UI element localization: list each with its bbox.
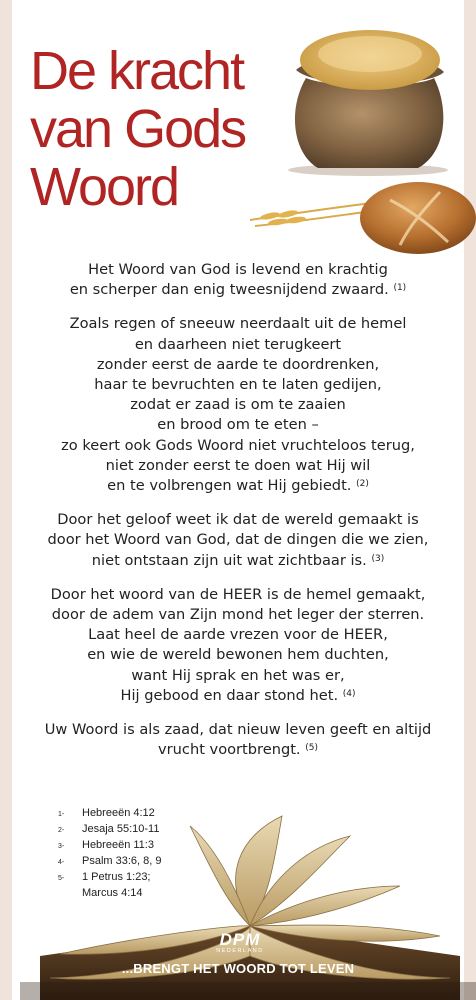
title-line-2: van Gods bbox=[30, 99, 246, 159]
footnote-ref: (3) bbox=[371, 553, 385, 564]
reference-number: 5- bbox=[58, 875, 65, 882]
reference-text: 1 Petrus 1:23; bbox=[82, 871, 151, 883]
text-line: haar te bevruchten en te laten gedijen, bbox=[94, 376, 382, 394]
text-line: niet ontstaan zijn uit wat zichtbaar is. bbox=[91, 551, 367, 569]
logo-subtitle: NEDERLAND bbox=[216, 948, 264, 954]
text-line: zonder eerst de aarde te doordrenken, bbox=[96, 355, 380, 373]
text-line-with-ref bbox=[16, 686, 460, 706]
text-line: vrucht voortbrengt. bbox=[158, 741, 301, 759]
dpm-logo bbox=[205, 930, 275, 954]
text-line: Het Woord van God is levend en krachtig bbox=[88, 261, 388, 278]
tagline: ...BRENGT HET WOORD TOT LEVEN bbox=[121, 961, 355, 976]
paragraph-3 bbox=[16, 510, 460, 571]
paragraph-5 bbox=[16, 720, 460, 760]
text-line: door de adem van Zijn mond het leger der sterren. bbox=[51, 606, 425, 624]
text-line: door het Woord van God, dat de dingen die we zien, bbox=[47, 531, 429, 549]
reference-number: 1- bbox=[58, 811, 65, 818]
reference-text: Psalm 33:6, 8, 9 bbox=[82, 855, 162, 867]
reference-text: Jesaja 55:10-11 bbox=[82, 823, 160, 835]
references-list bbox=[58, 806, 228, 901]
footnote-ref: (5) bbox=[305, 743, 318, 754]
text-line: en wie de wereld bewonen hem duchten, bbox=[87, 646, 389, 664]
text-line: zo keert ook Gods Woord niet vruchteloos terug, bbox=[61, 436, 415, 454]
text-line: Uw Woord is als zaad, dat nieuw leven geeft en altijd bbox=[44, 721, 432, 739]
text-line: en te volbrengen wat Hij gebiedt. bbox=[107, 477, 352, 495]
paragraph-4 bbox=[16, 585, 460, 706]
text-line: Laat heel de aarde vrezen voor de HEER, bbox=[88, 626, 388, 644]
reference-item bbox=[58, 870, 228, 886]
paragraph-2 bbox=[16, 314, 460, 496]
text-line-with-ref bbox=[16, 280, 460, 300]
logo-name: DPM bbox=[219, 930, 261, 949]
title-line-1: De kracht bbox=[30, 41, 244, 101]
reference-number: 4- bbox=[58, 859, 65, 866]
text-line: Hij gebood en daar stond het. bbox=[120, 686, 339, 704]
text-line-with-ref bbox=[16, 476, 460, 496]
text-line: Zoals regen of sneeuw neerdaalt uit de hemel bbox=[69, 315, 407, 333]
text-line: en scherper dan enig tweesnijdend zwaard. bbox=[69, 281, 389, 299]
reference-text: Hebreeën 4:12 bbox=[82, 807, 155, 819]
text-line: Door het woord van de HEER is de hemel gemaakt, bbox=[50, 585, 426, 603]
text-line: niet zonder eerst te doen wat Hij wil bbox=[105, 456, 371, 474]
text-line: zodat er zaad is om te zaaien bbox=[130, 396, 346, 414]
footnote-ref: (1) bbox=[393, 283, 407, 294]
reference-number: 2- bbox=[58, 827, 65, 834]
footnote-ref: (2) bbox=[356, 479, 369, 490]
title-line-3: Woord bbox=[30, 157, 179, 217]
bread-and-wheat-image bbox=[250, 150, 476, 260]
text-line-with-ref bbox=[16, 740, 460, 760]
reference-text: Marcus 4:14 bbox=[82, 887, 143, 899]
text-line: en brood om te eten – bbox=[157, 416, 319, 434]
text-line-with-ref bbox=[16, 551, 460, 571]
footnote-ref: (4) bbox=[342, 688, 356, 699]
scripture-text bbox=[16, 260, 460, 774]
reference-item bbox=[58, 806, 228, 822]
text-line: en daarheen niet terugkeert bbox=[134, 335, 342, 353]
reference-item bbox=[58, 822, 228, 838]
page-title bbox=[30, 42, 280, 216]
reference-item bbox=[58, 838, 228, 854]
reference-text: Hebreeën 11:3 bbox=[82, 839, 154, 851]
text-line: Door het geloof weet ik dat de wereld gemaakt is bbox=[57, 511, 419, 529]
reference-item-continued bbox=[58, 886, 228, 901]
text-line: want Hij sprak en het was er, bbox=[131, 666, 345, 684]
reference-number: 3- bbox=[58, 843, 65, 850]
reference-item bbox=[58, 854, 228, 870]
paragraph-1 bbox=[16, 260, 460, 300]
